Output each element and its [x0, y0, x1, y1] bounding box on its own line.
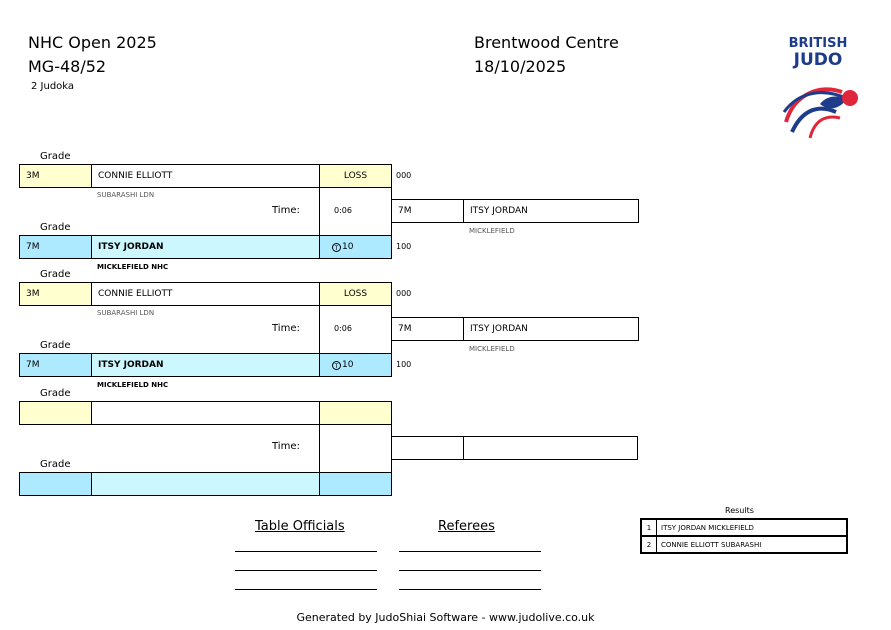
time-label: Time:: [272, 441, 300, 452]
blue-result: [319, 472, 392, 496]
winner-club: MICKLEFIELD: [469, 227, 515, 235]
grade-label: Grade: [40, 269, 71, 280]
match-connector: [319, 425, 320, 472]
signature-line: [235, 551, 377, 552]
results-row: [640, 536, 848, 554]
grade-label: Grade: [40, 222, 71, 233]
signature-line: [399, 570, 541, 571]
signature-line: [235, 589, 377, 590]
table-officials-heading: Table Officials: [255, 519, 345, 534]
british-judo-logo: [780, 36, 856, 68]
winner-grade: [391, 436, 464, 460]
match-time: 0:06: [334, 206, 352, 215]
white-grade: 3M: [19, 282, 92, 306]
blue-result: [319, 353, 392, 377]
ippon-icon: T: [332, 243, 341, 252]
blue-grade: 7M: [19, 235, 92, 259]
white-grade: [19, 401, 92, 425]
match-time: 0:06: [334, 324, 352, 333]
footer-text: Generated by JudoShiai Software - www.judolive.co.uk: [296, 611, 595, 624]
judoka-count: 2 Judoka: [31, 81, 75, 92]
results-row: [640, 518, 848, 536]
result-name: CONNIE ELLIOTT SUBARASHI: [661, 540, 762, 549]
white-result: [319, 401, 392, 425]
blue-club: MICKLEFIELD NHC: [97, 381, 169, 389]
white-club: SUBARASHI LDN: [97, 191, 155, 199]
blue-competitor-name: ITSY JORDAN: [91, 353, 320, 377]
blue-grade: [19, 472, 92, 496]
blue-result-value: 10: [342, 360, 354, 370]
white-grade: 3M: [19, 164, 92, 188]
judo-figure-icon: [780, 74, 860, 140]
white-score: 000: [396, 171, 412, 180]
white-competitor-name: CONNIE ELLIOTT: [91, 164, 320, 188]
blue-score: 100: [396, 242, 412, 251]
match-connector: [319, 188, 320, 235]
white-result: LOSS: [319, 164, 392, 188]
ippon-icon: T: [332, 361, 341, 370]
blue-result-value: 10: [342, 242, 354, 252]
referees-heading: Referees: [438, 519, 495, 534]
white-result: LOSS: [319, 282, 392, 306]
result-place: 2: [642, 537, 657, 552]
event-title: NHC Open 2025: [28, 33, 157, 52]
logo-text-british: BRITISH: [788, 36, 848, 51]
blue-grade: 7M: [19, 353, 92, 377]
time-label: Time:: [272, 323, 300, 334]
blue-competitor-name: ITSY JORDAN: [91, 235, 320, 259]
winner-name: ITSY JORDAN: [463, 199, 639, 223]
blue-club: MICKLEFIELD NHC: [97, 263, 169, 271]
blue-result: [319, 235, 392, 259]
white-score: 000: [396, 289, 412, 298]
blue-competitor-name: [91, 472, 320, 496]
blue-score: 100: [396, 360, 412, 369]
grade-label: Grade: [40, 151, 71, 162]
winner-name: [463, 436, 638, 460]
result-place: 1: [642, 520, 657, 535]
match-connector: [319, 306, 320, 353]
grade-label: Grade: [40, 459, 71, 470]
white-competitor-name: CONNIE ELLIOTT: [91, 282, 320, 306]
white-club: SUBARASHI LDN: [97, 309, 155, 317]
logo-text-judo: JUDO: [793, 50, 843, 70]
grade-label: Grade: [40, 340, 71, 351]
category-title: MG-48/52: [28, 57, 107, 76]
winner-club: MICKLEFIELD: [469, 345, 515, 353]
signature-line: [399, 589, 541, 590]
grade-label: Grade: [40, 388, 71, 399]
venue: Brentwood Centre: [474, 33, 619, 52]
results-title: Results: [725, 506, 754, 515]
result-name: ITSY JORDAN MICKLEFIELD: [661, 523, 754, 532]
signature-line: [399, 551, 541, 552]
winner-grade: 7M: [391, 199, 464, 223]
signature-line: [235, 570, 377, 571]
white-competitor-name: [91, 401, 320, 425]
event-date: 18/10/2025: [474, 57, 567, 76]
time-label: Time:: [272, 205, 300, 216]
winner-name: ITSY JORDAN: [463, 317, 639, 341]
winner-grade: 7M: [391, 317, 464, 341]
